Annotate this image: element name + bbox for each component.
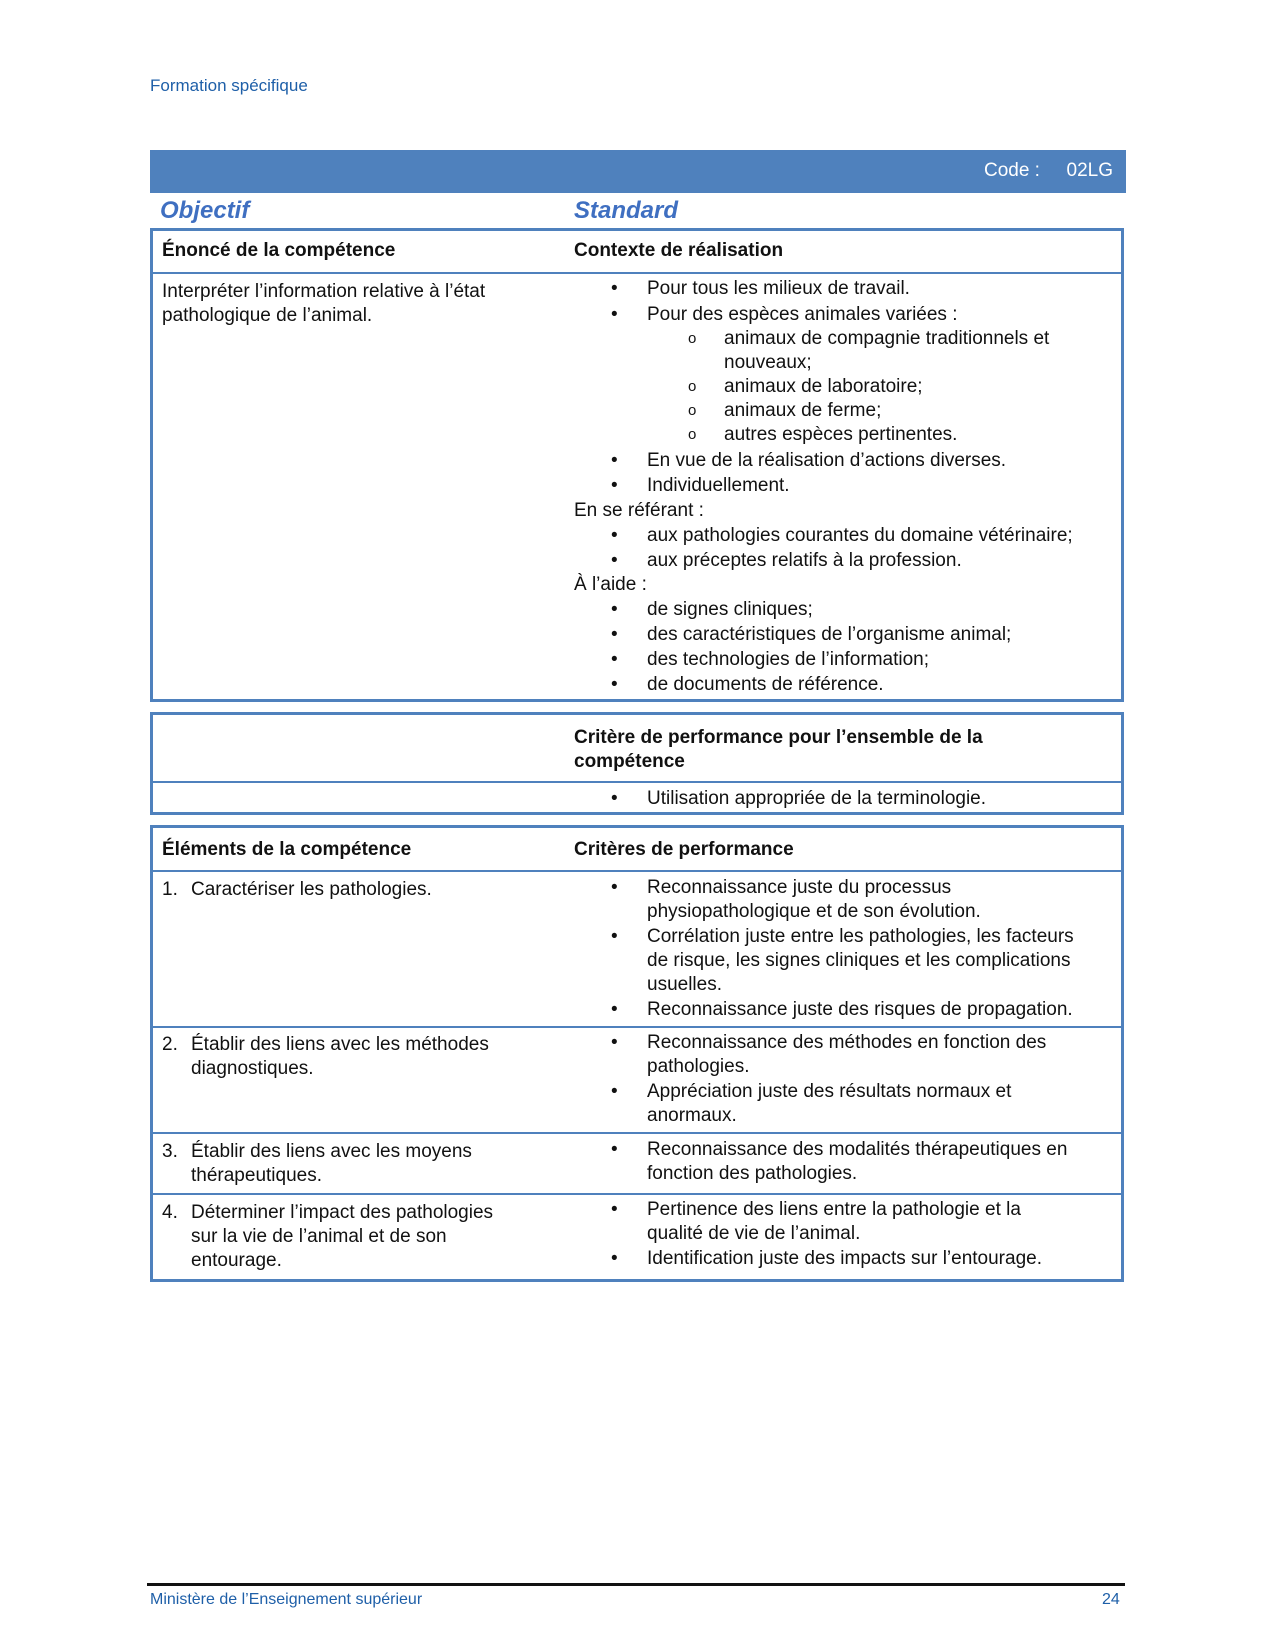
element-text: Caractériser les pathologies. — [191, 879, 432, 900]
element-number: 1. — [162, 879, 178, 900]
element-text: entourage. — [191, 1250, 282, 1271]
code-value: 02LG — [1066, 160, 1113, 181]
elements-box: Éléments de la compétence Critères de performance 1. Caractériser les pathologies. • Reconnaissance juste du processus physiopathologique et de son évolution. • Corrélation juste entre les pathologies, les facteurs de risque, les signes cliniques et les complications usuelles. • Reconnaissance juste des risques de propagation. 2. Établir des liens avec les méthodes diagnostiques. • Reconnaissance des méthodes en fonction des pathologies. • Appréciation juste des résultats normaux et anormaux. 3. Établir des liens avec les moyens thérapeutiques. • Reconnaissance des modalités thérapeutiques en fonction des pathologies. 4. Déterminer l’impact des pathologies sur la vie de l’animal et de son entourage. • Pertinence des liens entre la pathologie et la qualité de vie de l’animal. • Identification juste des impacts sur l’entourage. — [150, 825, 1124, 1282]
global-criterion-heading: Critère de performance pour l’ensemble de la — [574, 727, 983, 748]
criterion-continuation: fonction des pathologies. — [647, 1163, 858, 1184]
aid-label: À l’aide : — [574, 574, 647, 595]
footer-ministry: Ministère de l’Enseignement supérieur — [150, 1591, 423, 1608]
global-criterion-heading: compétence — [574, 751, 685, 772]
element-text: thérapeutiques. — [191, 1165, 322, 1186]
criteria-heading: Critères de performance — [574, 839, 794, 860]
footer-rule — [147, 1583, 1125, 1586]
list-item-continuation: nouveaux; — [724, 352, 812, 373]
title-bar — [150, 150, 1126, 193]
competency-statement-box: Énoncé de la compétence Contexte de réalisation Interpréter l’information relative à l’état pathologique de l’animal. • Pour tous les milieux de travail. • Pour des espèces animales variées : o animaux de compagnie traditionnels et nouveaux; o animaux de laboratoire; o animaux de ferme; o autres espèces pertinentes. • En vue de la réalisation d’actions diverses. • Individuellement. En se référant : • aux pathologies courantes du domaine vétérinaire; • aux préceptes relatifs à la profession. À l’aide : • de signes cliniques; • des caractéristiques de l’organisme animal; • des technologies de l’information; • de documents de référence. — [150, 228, 1124, 702]
criterion-continuation: physiopathologique et de son évolution. — [647, 901, 981, 922]
element-number: 3. — [162, 1141, 178, 1162]
element-text: Établir des liens avec les méthodes — [191, 1034, 489, 1055]
global-criterion-box: Critère de performance pour l’ensemble de la compétence • Utilisation appropriée de la terminologie. — [150, 712, 1124, 815]
referring-label: En se référant : — [574, 500, 704, 521]
statement-line: pathologique de l’animal. — [162, 305, 373, 326]
element-text: Déterminer l’impact des pathologies — [191, 1202, 494, 1223]
competency-code — [984, 160, 1113, 182]
page-number: 24 — [1102, 1591, 1120, 1608]
context-heading: Contexte de réalisation — [574, 240, 784, 261]
element-text: Établir des liens avec les moyens — [191, 1141, 472, 1162]
element-number: 4. — [162, 1202, 178, 1223]
elements-heading: Éléments de la compétence — [162, 839, 412, 860]
running-header: Formation spécifique — [150, 76, 308, 95]
column-heading-standard: Standard — [574, 197, 679, 224]
code-label: Code : — [983, 160, 1040, 181]
criterion-continuation: pathologies. — [647, 1056, 750, 1077]
element-number: 2. — [162, 1034, 178, 1055]
statement-heading: Énoncé de la compétence — [162, 240, 396, 261]
element-text: sur la vie de l’animal et de son — [191, 1226, 447, 1247]
criterion-continuation: usuelles. — [647, 974, 722, 995]
column-heading-objective: Objectif — [160, 197, 250, 224]
criterion-continuation: de risque, les signes cliniques et les complications — [647, 950, 1071, 971]
element-text: diagnostiques. — [191, 1058, 314, 1079]
criterion-continuation: qualité de vie de l’animal. — [647, 1223, 861, 1244]
statement-line: Interpréter l’information relative à l’état — [162, 281, 486, 302]
criterion-continuation: anormaux. — [647, 1105, 737, 1126]
